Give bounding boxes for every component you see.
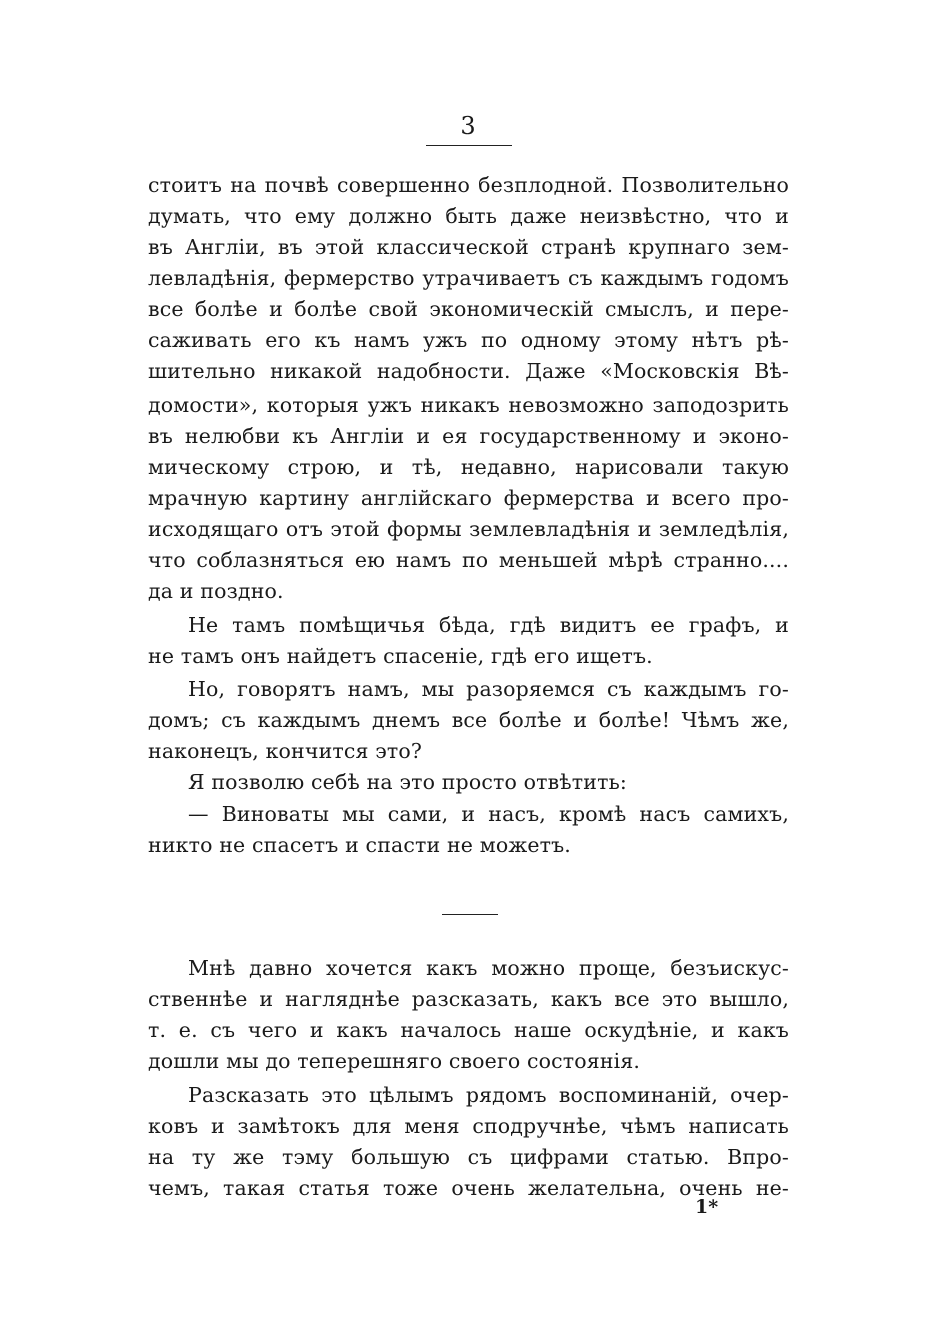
text-line: въ Англіи, въ этой классической странѣ крупнаго зем- xyxy=(148,235,789,259)
text-line: — Виноваты мы сами, и насъ, кромѣ насъ самихъ, xyxy=(188,802,789,826)
text-line: домъ; съ каждымъ днемъ все болѣе и болѣе! Чѣмъ же, xyxy=(148,708,789,732)
text-line: т. е. съ чего и какъ началось наше оскудѣніе, и какъ xyxy=(148,1018,789,1042)
text-line: чемъ, такая статья тоже очень желательна, очень не- xyxy=(148,1176,789,1200)
text-line: что соблазняться ею намъ по меньшей мѣрѣ странно.... xyxy=(148,548,789,572)
text-line: Не тамъ помѣщичья бѣда, гдѣ видитъ ее графъ, и xyxy=(188,613,789,637)
text-line: мическому строю, и тѣ, недавно, нарисовали такую xyxy=(148,455,789,479)
text-line: наконецъ, кончится это? xyxy=(148,739,423,763)
text-line: левладѣнія, фермерство утрачиваетъ съ каждымъ годомъ xyxy=(148,266,789,290)
text-line: никто не спасетъ и спасти не можетъ. xyxy=(148,833,571,857)
text-line: не тамъ онъ найдетъ спасеніе, гдѣ его ищетъ. xyxy=(148,644,653,668)
signature-mark: 1* xyxy=(695,1196,719,1218)
text-line: шительно никакой надобности. Даже «Московскія Вѣ- xyxy=(148,359,789,383)
page-number: 3 xyxy=(460,112,476,140)
text-line: да и поздно. xyxy=(148,579,284,603)
text-line: исходящаго отъ этой формы землевладѣнія и земледѣлія, xyxy=(148,517,789,541)
text-line: ственнѣе и нагляднѣе разсказать, какъ все это вышло, xyxy=(148,987,789,1011)
text-line: домости», которыя ужъ никакъ невозможно заподозрить xyxy=(148,393,789,417)
text-line: думать, что ему должно быть даже неизвѣстно, что и xyxy=(148,204,789,228)
text-line: Я позволю себѣ на это просто отвѣтить: xyxy=(188,770,627,794)
text-line: на ту же тэму большую съ цифрами статью. Впро- xyxy=(148,1145,789,1169)
text-line: мрачную картину англійскаго фермерства и всего про- xyxy=(148,486,789,510)
text-line: стоитъ на почвѣ совершенно безплодной. Позволительно xyxy=(148,173,789,197)
section-divider xyxy=(442,914,498,915)
text-line: Мнѣ давно хочется какъ можно проще, безъискус- xyxy=(188,956,789,980)
text-line: саживать его къ намъ ужъ по одному этому нѣтъ рѣ- xyxy=(148,328,789,352)
text-line: Но, говорятъ намъ, мы разоряемся съ каждымъ го- xyxy=(188,677,789,701)
page-number-rule xyxy=(426,145,512,146)
text-line: Разсказать это цѣлымъ рядомъ воспоминаній, очер- xyxy=(188,1083,789,1107)
text-line: ковъ и замѣтокъ для меня сподручнѣе, чѣмъ написать xyxy=(148,1114,789,1138)
text-line: все болѣе и болѣе свой экономическій смыслъ, и пере- xyxy=(148,297,789,321)
text-line: въ нелюбви къ Англіи и ея государственному и эконо- xyxy=(148,424,789,448)
text-line: дошли мы до теперешняго своего состоянія. xyxy=(148,1049,641,1073)
